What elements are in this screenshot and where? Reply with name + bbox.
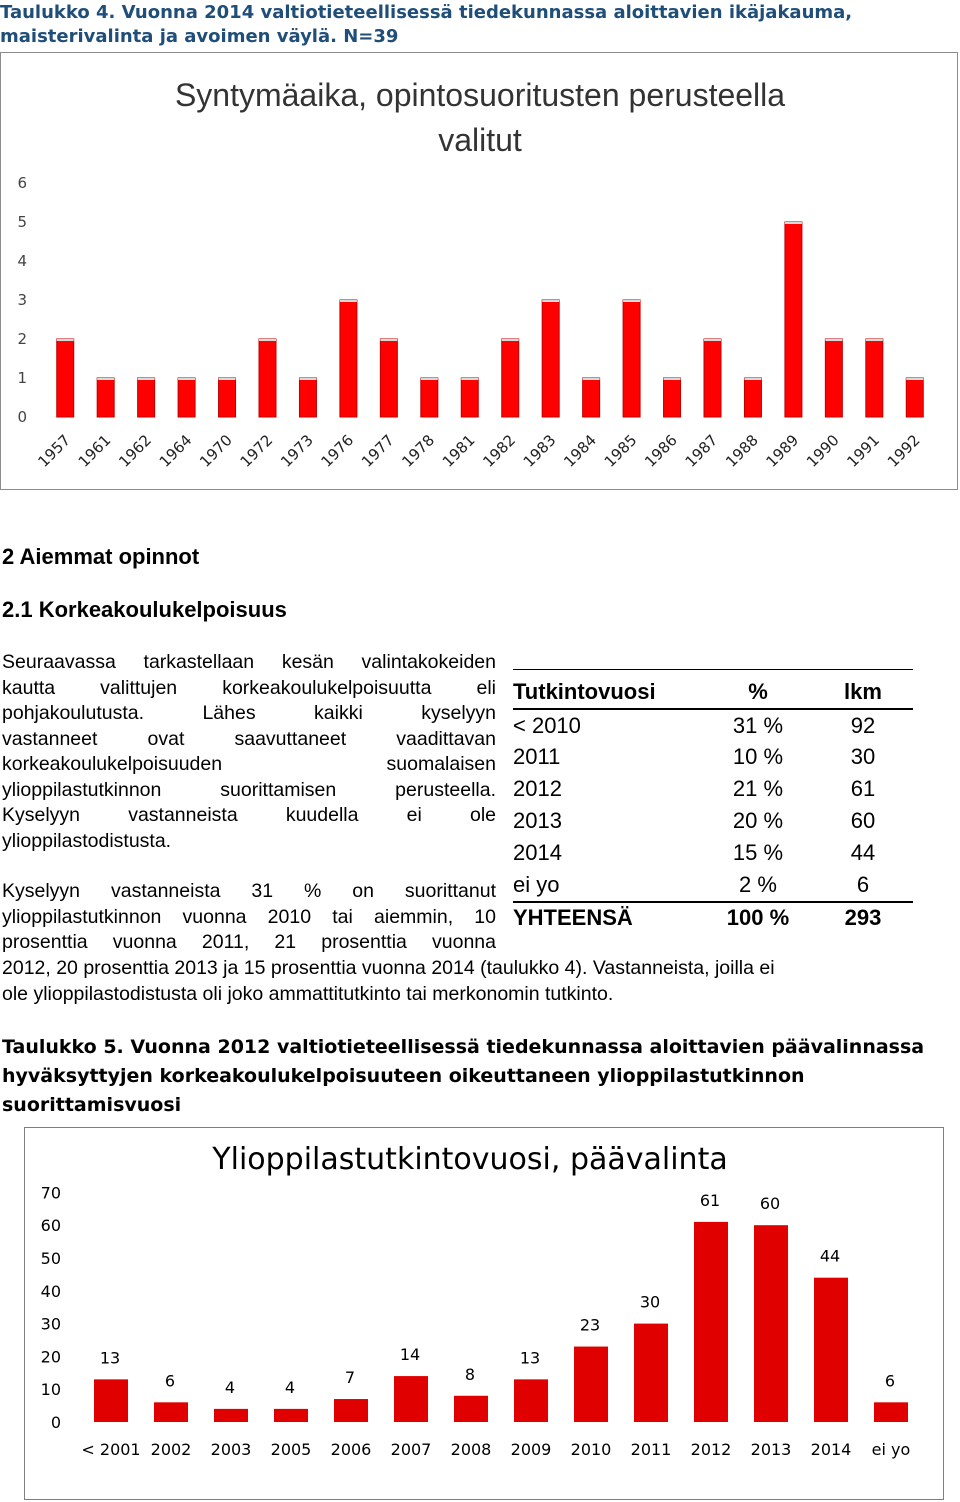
bar [744,378,761,417]
table5-caption [2,1033,952,1120]
bar-top-highlight [866,339,883,341]
bar [57,339,74,417]
cell-year: 2014 [513,839,562,865]
bar-top-highlight [744,378,761,380]
data-label: 44 [819,1246,841,1266]
x-tick-label: 1989 [762,431,803,471]
data-label: 30 [639,1292,661,1312]
bar [340,300,357,417]
y-tick-label: 6 [17,174,27,192]
x-tick-label: 1991 [843,431,884,471]
paragraph-line: ylioppilastutkinnon suorittamisen perusteella. [2,778,496,801]
cell-percent: 20 % [732,808,784,834]
x-tick-label: 1983 [519,431,560,471]
x-tick-label: 1972 [236,431,277,471]
x-tick-label: 1982 [479,431,520,471]
paragraph-line: pohjakoulutusta. Lähes kaikki kyselyyn [2,702,496,724]
x-tick-label: < 2001 [81,1440,141,1459]
cell-count: 30 [850,744,876,770]
chart2-frame [24,1127,944,1500]
bar [94,1379,128,1422]
subsection-heading: 2.1 Korkeakoulukelpoisuus [2,597,287,622]
x-tick-label: 2012 [690,1440,732,1459]
data-label: 4 [224,1377,236,1397]
bar-top-highlight [259,339,276,341]
paragraph-line: ylioppilastodistusta. [2,829,172,852]
x-tick-label: 2013 [750,1440,792,1459]
x-tick-label: 2010 [570,1440,612,1459]
paragraph-2 [2,879,496,956]
data-label: 8 [464,1364,476,1384]
data-label: 6 [884,1371,896,1391]
caption-line: maisterivalinta ja avoimen väylä. N=39 [0,26,399,47]
x-tick-label: 1961 [74,431,115,471]
cell-count: 44 [850,839,876,865]
bar [694,1222,728,1422]
bar [825,339,842,417]
paragraph-line: Kyselyyn vastanneista 31 % on suorittanut [2,880,496,902]
x-tick-label: 2007 [390,1440,432,1459]
x-tick-label: 1992 [883,431,924,471]
table-row [513,742,913,774]
table-row [513,837,913,869]
bar-top-highlight [623,300,640,302]
x-tick-label: 1981 [438,431,479,471]
cell-percent: 10 % [732,744,784,770]
x-tick-label: 2005 [270,1440,312,1459]
y-tick-label: 10 [40,1380,61,1400]
paragraph-1 [2,650,496,854]
data-label: 14 [399,1345,421,1365]
bar [906,378,923,417]
section-heading: 2 Aiemmat opinnot [2,544,200,569]
x-tick-label: 1976 [317,431,358,471]
bar-top-highlight [542,300,559,302]
paragraph-line: Kyselyyn vastanneista kuudella ei ole [2,804,496,826]
x-tick-label: 1987 [681,431,722,471]
table-grid [513,676,913,934]
caption-line: Taulukko 4. Vuonna 2014 valtiotieteellisessä tiedekunnassa aloittavien ikäjakauma, [0,2,853,23]
y-tick-label: 40 [40,1281,61,1301]
cell-percent: 15 % [732,839,784,865]
bar-top-highlight [219,378,236,380]
bar-top-highlight [380,339,397,341]
paragraph-line: 2012, 20 prosenttia 2013 ja 15 prosenttia vuonna 2014 (taulukko 4). Vastanneista, joilla ei [2,957,775,979]
table-header-row [513,676,913,709]
bar [299,378,316,417]
y-tick-label: 50 [40,1249,61,1268]
bar [574,1347,608,1422]
cell-year: 2011 [513,744,561,770]
total-label: YHTEENSÄ [513,905,633,931]
x-tick-label: 2003 [210,1440,252,1459]
total-percent: 100 % [726,905,790,931]
bar [542,300,559,417]
paragraph-2-continued [2,956,932,1007]
y-tick-label: 60 [40,1216,61,1236]
x-tick-label: 1986 [641,431,681,471]
data-label: 4 [284,1377,296,1397]
y-tick-label: 1 [17,369,27,387]
x-tick-label: 1962 [115,431,155,471]
caption-line: suorittamisvuosi [2,1094,182,1116]
caption-line: Taulukko 5. Vuonna 2012 valtiotieteellisessä tiedekunnassa aloittavien päävalinnassa [2,1036,925,1058]
cell-year: 2012 [513,776,562,802]
bar [97,378,114,417]
bar [421,378,438,417]
cell-count: 60 [850,808,876,834]
table-row [513,709,913,742]
bar [664,378,681,417]
data-label: 23 [579,1315,601,1335]
bar-top-highlight [138,378,155,380]
cell-percent: 31 % [732,712,784,738]
bar [866,339,883,417]
table-total-row [513,902,913,935]
table-row [513,805,913,837]
chart1-plot [1,53,959,491]
cell-year: < 2010 [513,712,581,738]
paragraph-line: ylioppilastutkinnon vuonna 2010 tai aiemmin, 10 [2,905,496,928]
bar [259,339,276,417]
bar-top-highlight [97,378,114,380]
cell-year: ei yo [513,871,560,897]
bar [138,378,155,417]
bar [454,1396,488,1422]
data-label: 13 [519,1348,541,1368]
chart2-plot [25,1128,945,1501]
bar-top-highlight [906,378,923,380]
cell-percent: 21 % [732,776,784,802]
bar-top-highlight [785,222,802,224]
paragraph-line: vastanneet ovat saavuttaneet vaadittavan [2,727,496,750]
x-tick-label: 1973 [277,431,317,471]
x-tick-label: 2014 [810,1440,852,1459]
y-tick-label: 2 [17,330,27,348]
bar-top-highlight [178,378,195,380]
x-tick-label: 1964 [155,431,196,471]
cell-year: 2013 [513,808,562,834]
x-tick-label: 1970 [196,431,236,471]
bar [785,222,802,417]
header-year: Tutkintovuosi [513,678,656,704]
bar [274,1409,308,1422]
caption-line: hyväksyttyjen korkeakoulukelpoisuuteen oikeuttaneen ylioppilastutkinnon [2,1065,805,1087]
bar-top-highlight [340,300,357,302]
bar-top-highlight [825,339,842,341]
paragraph-line: prosenttia vuonna 2011, 21 prosenttia vuonna [2,931,496,953]
bar [704,339,721,417]
bar [334,1399,368,1422]
data-label: 61 [699,1190,721,1210]
x-tick-label: 1988 [722,431,762,471]
header-count: lkm [844,678,882,704]
x-tick-label: 1957 [34,431,75,471]
bar-top-highlight [583,378,600,380]
chart2-title: Ylioppilastutkintovuosi, päävalinta [212,1142,728,1177]
bar [502,339,519,417]
cell-count: 92 [850,712,876,738]
paragraph-line: kautta valittujen korkeakoulukelpoisuutta eli [2,676,496,699]
bar [514,1379,548,1422]
bar-top-highlight [299,378,316,380]
x-tick-label: 1985 [600,431,641,471]
bar [623,300,640,417]
bar-top-highlight [664,378,681,380]
bar [214,1409,248,1422]
bar-top-highlight [461,378,478,380]
paragraph-line: Seuraavassa tarkastellaan kesän valintakokeiden [2,651,496,673]
data-label: 60 [759,1194,781,1214]
bar-top-highlight [502,339,519,341]
y-tick-label: 5 [17,213,27,231]
chart1-title-line: valitut [438,122,522,158]
chart1-frame [0,52,958,490]
y-tick-label: 30 [40,1314,61,1334]
bar [154,1402,188,1422]
x-tick-label: 1984 [560,431,600,471]
paragraph-line: korkeakoulukelpoisuuden suomalaisen [2,753,496,775]
table-row [513,773,913,805]
x-tick-label: 2009 [510,1440,552,1459]
cell-count: 61 [850,776,876,802]
total-count: 293 [844,905,882,931]
bar-top-highlight [704,339,721,341]
bar [219,378,236,417]
bar [178,378,195,417]
bar [461,378,478,417]
table4-caption [0,1,960,49]
data-label: 6 [164,1371,176,1391]
y-tick-label: 3 [17,291,27,309]
y-tick-label: 0 [17,408,27,426]
data-label: 13 [99,1348,121,1368]
data-label: 7 [344,1368,356,1388]
bar [634,1324,668,1422]
bar [380,339,397,417]
x-tick-label: 1977 [357,431,398,471]
x-tick-label: 1978 [398,431,439,471]
x-tick-label: 2011 [630,1440,672,1459]
paragraph-line: ole ylioppilastodistusta oli joko ammattitutkinto tai merkonomin tutkinto. [2,982,614,1005]
x-tick-label: 2008 [450,1440,492,1459]
y-tick-label: 4 [17,252,27,270]
bar [394,1376,428,1422]
y-tick-label: 70 [40,1183,61,1203]
cell-count: 6 [856,871,870,897]
y-tick-label: 20 [40,1347,61,1367]
bar [583,378,600,417]
x-tick-label: 2006 [330,1440,372,1459]
degree-year-table [513,669,913,934]
table-top-rule [513,669,913,670]
header-percent: % [748,678,768,704]
bar [754,1225,788,1422]
cell-percent: 2 % [739,871,777,897]
bar [814,1278,848,1422]
x-tick-label: 1990 [802,431,843,471]
table-row [513,869,913,902]
bar-top-highlight [421,378,438,380]
bar-top-highlight [57,339,74,341]
y-tick-label: 0 [50,1413,61,1432]
bar [874,1402,908,1422]
x-tick-label: ei yo [871,1440,911,1459]
x-tick-label: 2002 [150,1440,192,1459]
chart1-title-line: Syntymäaika, opintosuoritusten perusteella [174,77,786,113]
